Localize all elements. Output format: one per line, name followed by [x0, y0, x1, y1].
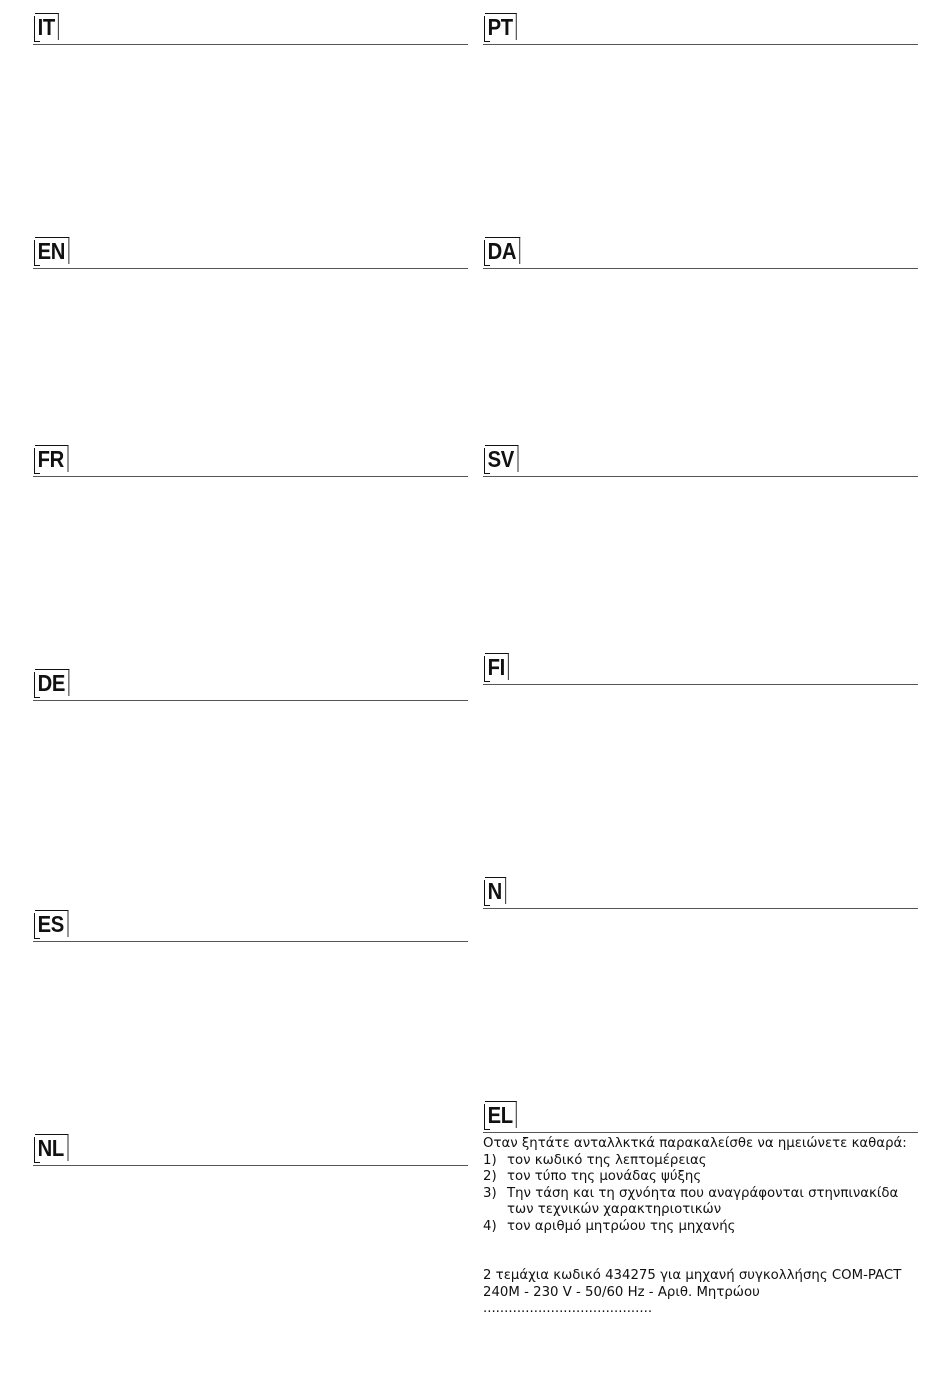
- section-divider: [483, 908, 918, 909]
- section-it: [33, 13, 468, 45]
- language-badge: [483, 445, 918, 474]
- section-divider: [33, 700, 468, 701]
- section-en: [33, 237, 468, 269]
- language-code: ES: [35, 910, 68, 937]
- section-divider: [483, 476, 918, 477]
- section-el: [483, 1101, 918, 1318]
- language-code: NL: [35, 1134, 68, 1161]
- language-code: DE: [35, 669, 69, 696]
- language-code: FR: [35, 445, 68, 472]
- language-badge: [33, 13, 468, 42]
- language-badge: [483, 1101, 918, 1130]
- language-code: SV: [485, 445, 518, 472]
- language-badge: [33, 669, 468, 698]
- language-badge: [483, 653, 918, 682]
- intro-text: Οταν ξητάτε ανταλλκτκά παρακαλείσθε να ημειώνετε καθαρά:: [483, 1136, 907, 1151]
- order-example: 2 τεμάχια κωδικό 434275 για μηχανή συγκολλήσης COM-PACT 240M - 230 V - 50/60 Hz - Αριθ. Μητρώου ........................................: [483, 1268, 902, 1316]
- section-fr: [33, 445, 468, 477]
- language-badge: [33, 237, 468, 266]
- section-divider: [483, 44, 918, 45]
- language-code: N: [485, 877, 506, 904]
- language-code: PT: [485, 13, 517, 40]
- section-sv: [483, 445, 918, 477]
- language-code: EN: [35, 237, 69, 264]
- language-badge: [483, 877, 918, 906]
- section-fi: [483, 653, 918, 685]
- language-badge: [483, 237, 918, 266]
- section-nl: [33, 1134, 468, 1166]
- section-de: [33, 669, 468, 701]
- language-code: EL: [485, 1101, 517, 1128]
- section-es: [33, 910, 468, 942]
- language-code: DA: [485, 237, 520, 264]
- section-divider: [483, 1132, 918, 1133]
- section-divider: [33, 941, 468, 942]
- section-pt: [483, 13, 918, 45]
- section-divider: [33, 476, 468, 477]
- language-badge: [483, 13, 918, 42]
- section-divider: [33, 44, 468, 45]
- list-item: 2) τον τύπο της μονάδας ψύξης: [483, 1169, 702, 1184]
- spare-parts-instructions: [483, 1136, 918, 1318]
- list-item: 1) τον κωδικό της λεπτομέρειας: [483, 1152, 707, 1168]
- section-divider: [483, 268, 918, 269]
- section-divider: [33, 1165, 468, 1166]
- list-item: 4) τον αριθμό μητρώου της μηχανής: [483, 1218, 736, 1234]
- list-item: 3) Την τάση και τη σχνόητα που αναγράφονται στηνπινακίδα των τεχνικών χαρακτηριοτικών: [483, 1185, 899, 1217]
- language-code: IT: [35, 13, 59, 40]
- language-code: FI: [485, 653, 509, 680]
- language-badge: [33, 445, 468, 474]
- section-n: [483, 877, 918, 909]
- language-badge: [33, 1134, 468, 1163]
- section-da: [483, 237, 918, 269]
- section-divider: [483, 684, 918, 685]
- instruction-list: [483, 1153, 918, 1236]
- section-divider: [33, 268, 468, 269]
- language-badge: [33, 910, 468, 939]
